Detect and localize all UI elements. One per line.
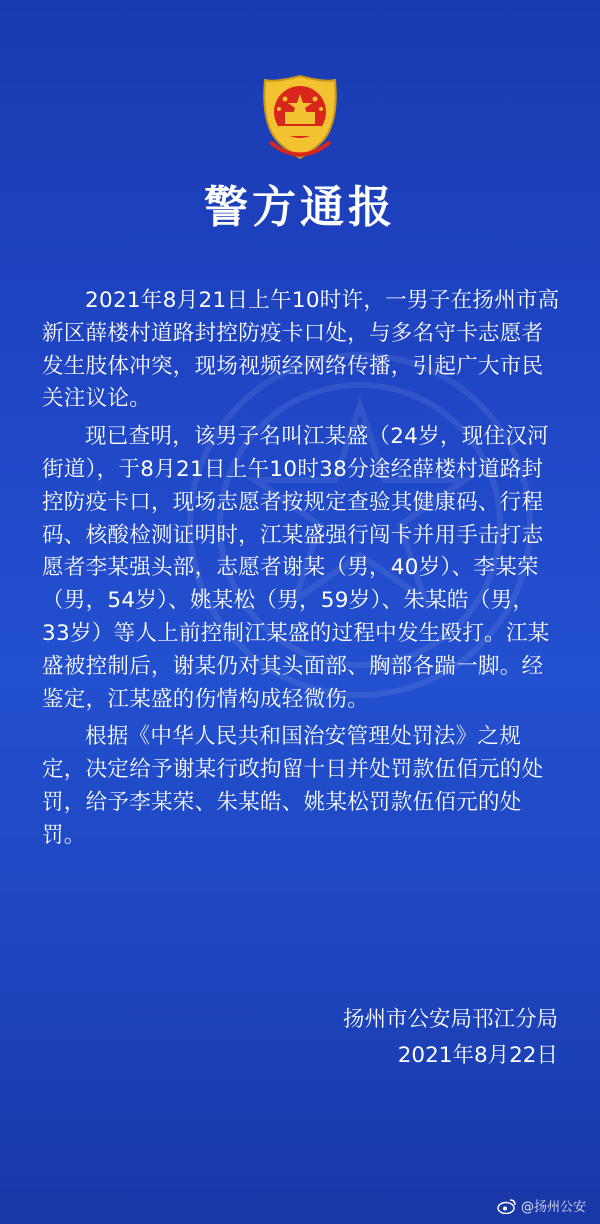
signature-block <box>343 1002 558 1074</box>
issue-date: 2021年8月22日 <box>397 1043 558 1068</box>
issuing-organization: 扬州市公安局邗江分局 <box>342 1007 558 1032</box>
weibo-credit <box>497 1196 586 1215</box>
police-emblem-icon <box>255 72 345 162</box>
page-title: 警方通报 <box>204 182 396 233</box>
weibo-account: @扬州公安 <box>520 1200 586 1215</box>
paragraph-3: 根据《中华人民共和国治安管理处罚法》之规定，决定给予谢某行政拘留十日并处罚款伍佰元的处罚，给予李某荣、朱某皓、姚某松罚款伍佰元的处罚。 <box>42 724 544 848</box>
notice-body <box>42 285 562 858</box>
paragraph-2: 现已查明，该男子名叫江某盛（24岁，现住汉河街道），于8月21日上午10时38分途经薛楼村道路封控防疫卡口，现场志愿者按规定查验其健康码、行程码、核酸检测证明时，江某盛强行闯卡并用手击打志愿者李某强头部，志愿者谢某（男，40岁）、李某荣（男，54岁）、姚某松（男，59岁）、朱某皓（男，33岁）等人上前控制江某盛的过程中发生殴打。江某盛被控制后，谢某仍对其头面部、胸部各踹一脚。经鉴定，江某盛的伤情构成轻微伤。 <box>42 424 550 712</box>
paragraph-1: 2021年8月21日上午10时许，一男子在扬州市高新区薛楼村道路封控防疫卡口处，与多名守卡志愿者发生肢体冲突，现场视频经网络传播，引起广大市民关注议论。 <box>42 288 560 412</box>
weibo-icon <box>497 1198 517 1214</box>
